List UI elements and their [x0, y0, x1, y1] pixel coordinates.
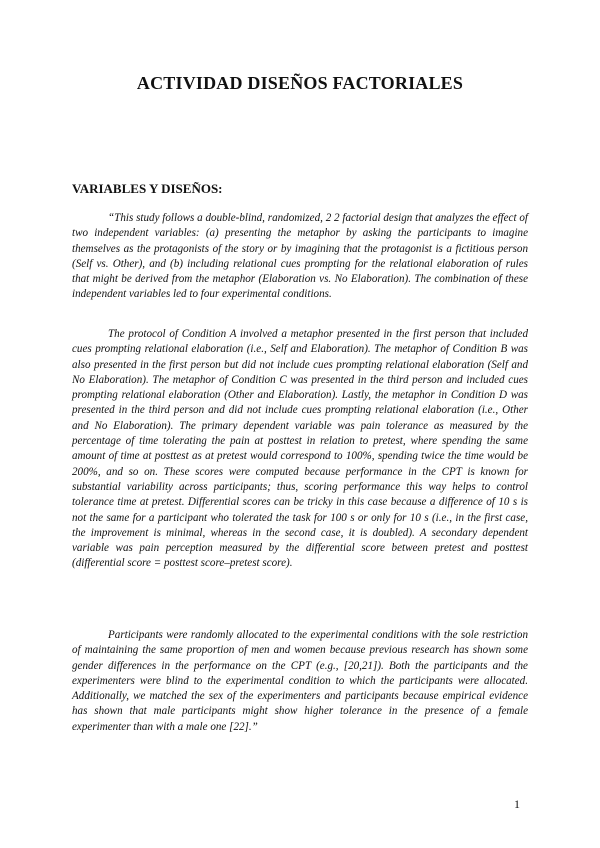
paragraph-allocation: Participants were randomly allocated to the experimental conditions with the sole restriction of maintaining the same proportion of men and women because previous research has shown some gender differences in the performance on the CPT (e.g., [20,21]). Both the participants and the experimenters were blind to the experimental condition to which the participants were allocated. Additionally, we matched the sex of the experimenters and participants because empirical evidence has shown that male participants might show higher tolerance in the presence of a female experimenter than with a male one [22].” [72, 629, 528, 733]
paragraph-study-design: “This study follows a double-blind, randomized, 2 2 factorial design that analyzes the effect of two independent variables: (a) presenting the metaphor by asking the participants to imagine themselves as the protagonists of the story or by imagining that the protagonist is a fictitious person (Self vs. Other), and (b) including relational cues prompting for the relational elaboration of rules that might be derived from the metaphor (Elaboration vs. No Elaboration). The combination of these independent variables led to four experimental conditions. [72, 212, 528, 301]
paragraph-conditions: The protocol of Condition A involved a metaphor presented in the first person that included cues prompting relational elaboration (i.e., Self and Elaboration). The metaphor of Condition B was also presented in the first person but did not include cues prompting relational elaboration (Self and No Elaboration). The metaphor of Condition C was presented in the third person and included cues prompting relational elaboration (Other and Elaboration). Lastly, the metaphor in Condition D was presented in the third person and did not include cues prompting relational elaboration (i.e., Other and No Elaboration). The primary dependent variable was pain tolerance as measured by the percentage of time tolerating the pain at posttest in relation to pretest, where spending the same amount of time at posttest as at pretest would correspond to 100%, spending twice the time would be 200%, and so on. These scores were computed because performance in the CPT is known for substantial variability across participants; thus, scoring performance this way helps to control tolerance time at pretest. Differential scores can be tricky in this case because a difference of 10 s is not the same for a participant who tolerated the task for 100 s or only for 10 s (i.e., in the first case, the improvement is minimal, whereas in the second case, it is doubled). A secondary dependent variable was pain perception measured by the differential score between pretest and posttest (differential score = posttest score–pretest score). [72, 328, 528, 570]
page-title: ACTIVIDAD DISEÑOS FACTORIALES [136, 73, 464, 93]
page-number: 1 [514, 797, 520, 811]
section-heading: VARIABLES Y DISEÑOS: [72, 181, 223, 196]
